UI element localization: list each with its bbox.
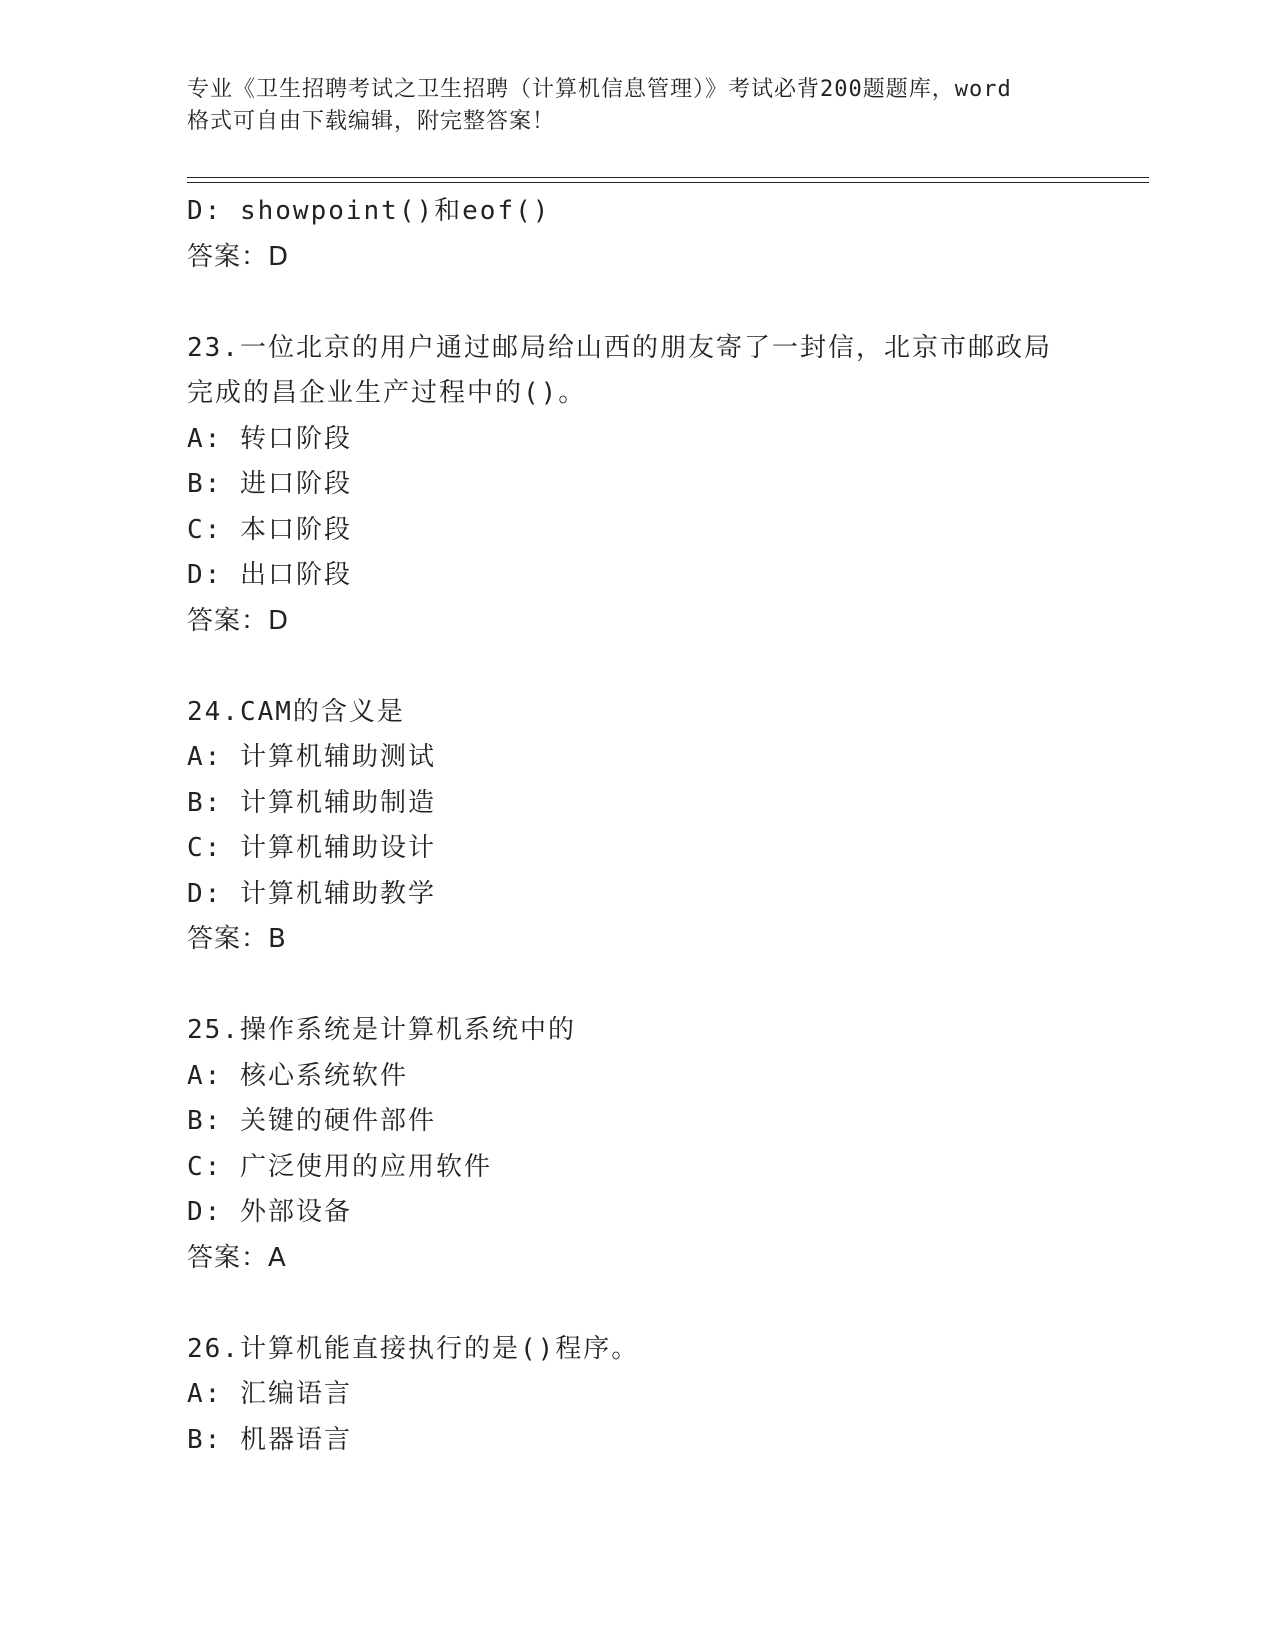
option-b: B: 关键的硬件部件 bbox=[187, 1106, 436, 1136]
option-d: D: 计算机辅助教学 bbox=[187, 878, 436, 909]
option-d: D: showpoint()和eof() bbox=[187, 196, 551, 226]
answer-line: 答案：D bbox=[187, 241, 290, 272]
option-a: A: 汇编语言 bbox=[187, 1379, 352, 1409]
option-b: B: 机器语言 bbox=[187, 1424, 352, 1455]
spacer bbox=[187, 644, 1137, 690]
option-d: D: 外部设备 bbox=[187, 1197, 352, 1227]
option-a: A: 计算机辅助测试 bbox=[187, 742, 436, 772]
header-divider-top bbox=[187, 177, 1149, 178]
question-23-line-2: 完成的昌企业生产过程中的()。 bbox=[187, 378, 587, 408]
header-line-1: 专业《卫生招聘考试之卫生招聘（计算机信息管理）》考试必背200题题库，word bbox=[187, 77, 1012, 102]
option-b: B: 进口阶段 bbox=[187, 469, 352, 499]
option-c: C: 本口阶段 bbox=[187, 514, 352, 545]
document-header bbox=[187, 74, 1087, 138]
option-c: C: 广泛使用的应用软件 bbox=[187, 1151, 492, 1182]
question-24-text: 24.CAM的含义是 bbox=[187, 696, 405, 727]
answer-line: 答案：B bbox=[187, 924, 287, 954]
header-line-2: 格式可自由下载编辑，附完整答案！ bbox=[187, 109, 556, 134]
spacer bbox=[187, 280, 1137, 326]
question-25-text: 25.操作系统是计算机系统中的 bbox=[187, 1015, 576, 1045]
answer-line: 答案：D bbox=[187, 605, 290, 636]
option-c: C: 计算机辅助设计 bbox=[187, 833, 436, 863]
option-a: A: 转口阶段 bbox=[187, 423, 352, 454]
option-a: A: 核心系统软件 bbox=[187, 1060, 408, 1091]
option-d: D: 出口阶段 bbox=[187, 560, 352, 590]
question-23-line-1: 23.一位北京的用户通过邮局给山西的朋友寄了一封信，北京市邮政局 bbox=[187, 332, 1052, 363]
option-b: B: 计算机辅助制造 bbox=[187, 787, 436, 818]
header-divider-bottom bbox=[187, 182, 1149, 183]
answer-line: 答案：A bbox=[187, 1242, 287, 1273]
question-list bbox=[187, 189, 1137, 1463]
spacer bbox=[187, 963, 1137, 1009]
question-26-text: 26.计算机能直接执行的是()程序。 bbox=[187, 1333, 640, 1364]
spacer bbox=[187, 1281, 1137, 1327]
